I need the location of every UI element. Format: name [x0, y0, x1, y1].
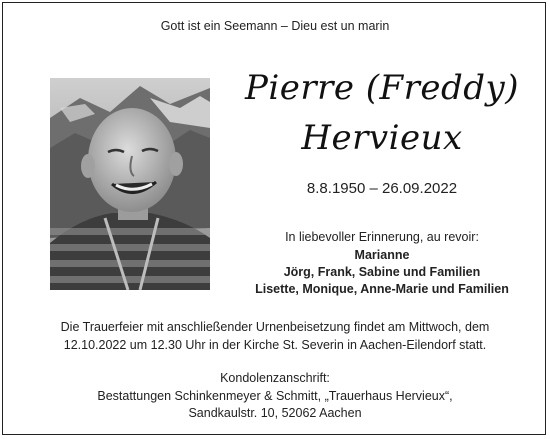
mourners-intro: In liebevoller Erinnerung, au revoir: [285, 230, 479, 244]
condolence-address-line2: Sandkaulstr. 10, 52062 Aachen [188, 406, 362, 420]
mourner-line: Lisette, Monique, Anne-Marie und Familien [255, 282, 509, 296]
condolence-heading: Kondolenzanschrift: [220, 371, 330, 385]
deceased-name-first: Pierre (Freddy) [244, 68, 520, 108]
funeral-info-line2: 12.10.2022 um 12.30 Uhr in der Kirche St. Severin in Aachen-Eilendorf statt. [63, 338, 487, 352]
deceased-name-last: Hervieux [301, 118, 463, 158]
condolence-address-line1: Bestattungen Schinkenmeyer & Schmitt, „Trauerhaus Hervieux“, [97, 389, 453, 403]
motto: Gott ist ein Seemann – Dieu est un marin [160, 19, 390, 33]
mourner-line: Jörg, Frank, Sabine und Familien [283, 265, 481, 279]
mourner-line: Marianne [354, 248, 410, 262]
life-dates: 8.8.1950 – 26.09.2022 [306, 180, 458, 197]
portrait-photo [50, 78, 210, 290]
funeral-info-line1: Die Trauerfeier mit anschließender Urnenbeisetzung findet am Mittwoch, dem [60, 320, 490, 334]
